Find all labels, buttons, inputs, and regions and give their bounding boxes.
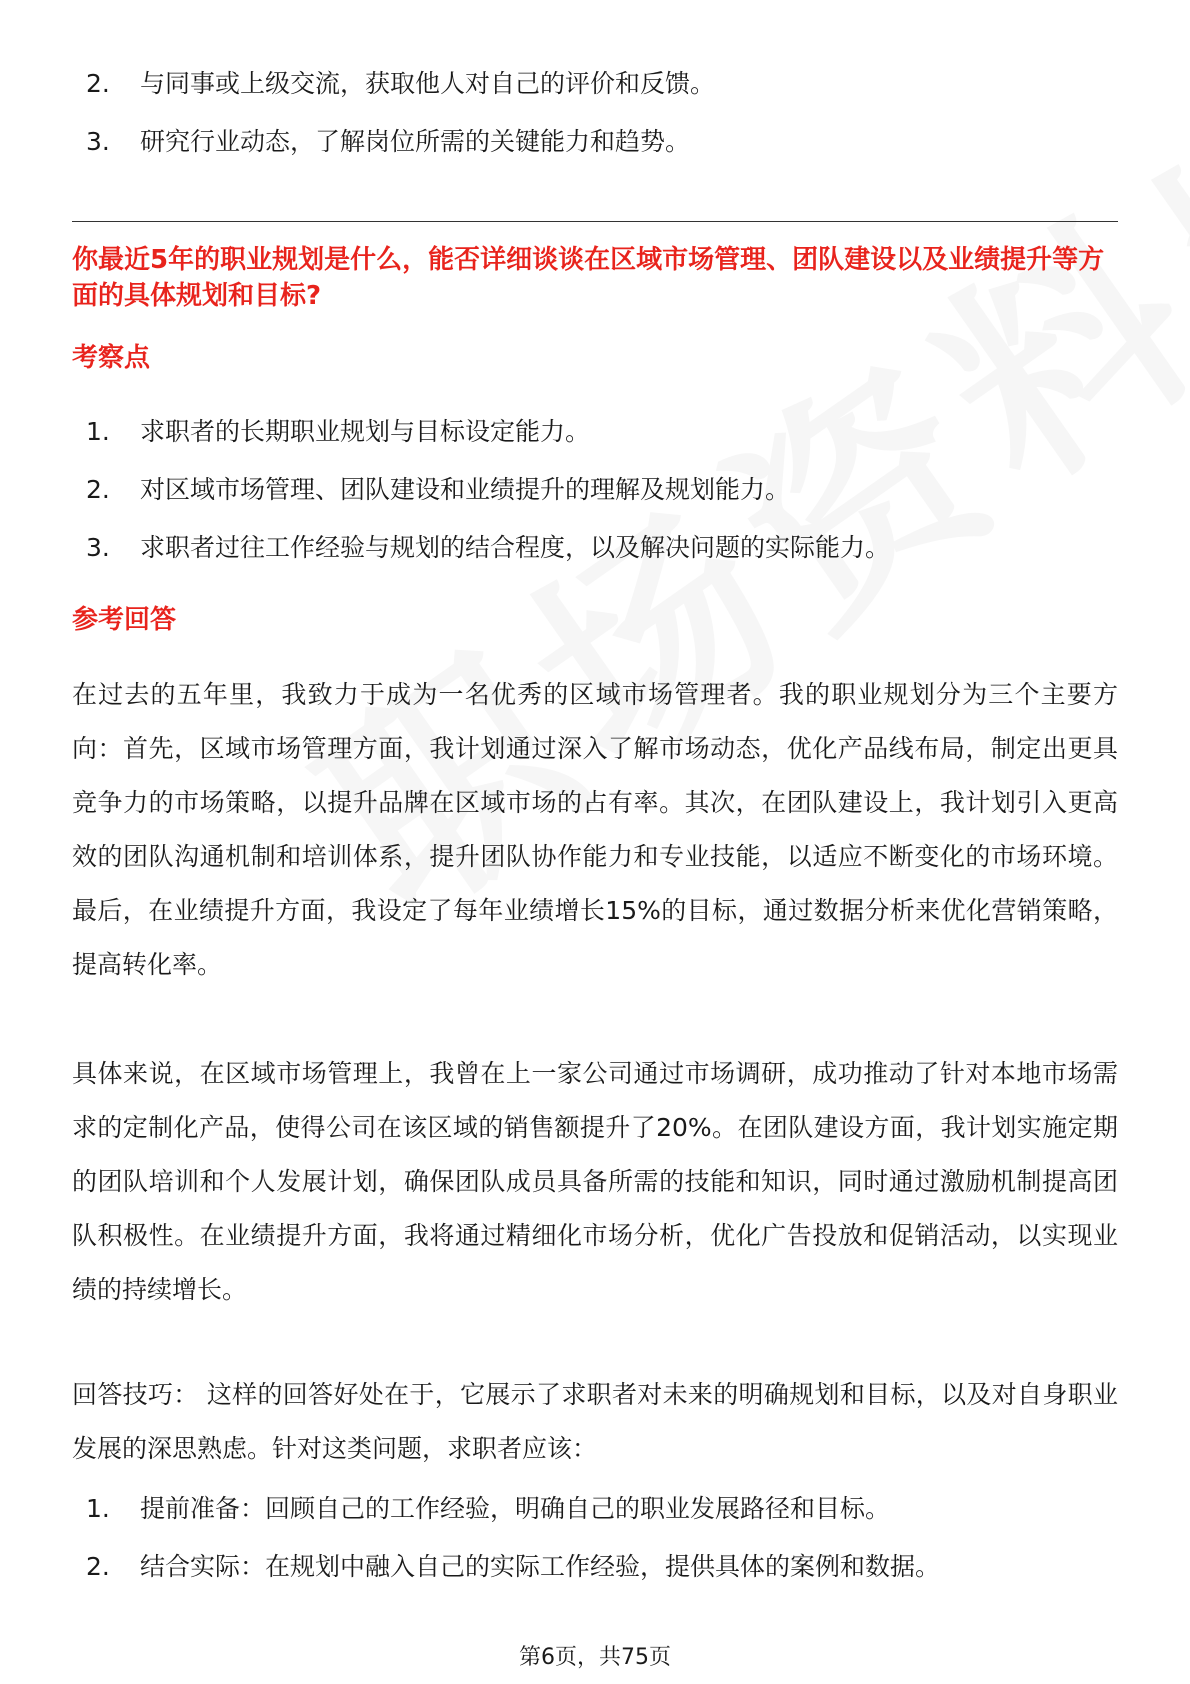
answer-paragraph: 在过去的五年里，我致力于成为一名优秀的区域市场管理者。我的职业规划分为三个主要方向：首先，区域市场管理方面，我计划通过深入了解市场动态，优化产品线布局，制定出更具竞争力的市场策略，以提升品牌在区域市场的占有率。其次，在团队建设上，我计划引入更高效的团队沟通机制和培训体系，提升团队协作能力和专业技能，以适应不断变化的市场环境。最后，在业绩提升方面，我设定了每年业绩增长15%的目标，通过数据分析来优化营销策略，提高转化率。 <box>72 680 1118 979</box>
tips-list <box>72 1480 940 1596</box>
list-item <box>72 519 890 577</box>
tips-paragraph: 回答技巧： 这样的回答好处在于，它展示了求职者对未来的明确规划和目标，以及对自身职业发展的深思熟虑。针对这类问题，求职者应该： <box>72 1380 1118 1463</box>
list-number: 3. <box>86 127 110 156</box>
document-page <box>72 0 1118 1684</box>
list-number: 2. <box>86 475 110 504</box>
list-item <box>72 1538 940 1596</box>
list-text: 求职者过往工作经验与规划的结合程度，以及解决问题的实际能力。 <box>140 533 891 562</box>
section-divider <box>72 221 1118 222</box>
list-number: 3. <box>86 533 110 562</box>
list-item <box>72 55 715 113</box>
points-title: 考察点 <box>72 343 151 373</box>
top-list <box>72 55 715 171</box>
list-number: 1. <box>86 417 110 446</box>
points-list <box>72 403 890 577</box>
answer-title: 参考回答 <box>72 605 177 635</box>
list-item <box>72 403 890 461</box>
list-number: 2. <box>86 1552 110 1581</box>
list-item <box>72 461 890 519</box>
list-number: 2. <box>86 69 110 98</box>
list-item <box>72 113 715 171</box>
list-text: 与同事或上级交流，获取他人对自己的评价和反馈。 <box>140 69 716 98</box>
list-text: 研究行业动态，了解岗位所需的关键能力和趋势。 <box>140 127 691 156</box>
list-number: 1. <box>86 1494 110 1523</box>
list-item <box>72 1480 940 1538</box>
answer-paragraph: 具体来说，在区域市场管理上，我曾在上一家公司通过市场调研，成功推动了针对本地市场需求的定制化产品，使得公司在该区域的销售额提升了20%。在团队建设方面，我计划实施定期的团队培训和个人发展计划，确保团队成员具备所需的技能和知识，同时通过激励机制提高团队积极性。在业绩提升方面，我将通过精细化市场分析，优化广告投放和促销活动，以实现业绩的持续增长。 <box>72 1059 1118 1304</box>
list-text: 提前准备：回顾自己的工作经验，明确自己的职业发展路径和目标。 <box>140 1494 891 1523</box>
list-text: 对区域市场管理、团队建设和业绩提升的理解及规划能力。 <box>140 475 791 504</box>
list-text: 求职者的长期职业规划与目标设定能力。 <box>140 417 591 446</box>
page-footer: 第6页，共75页 <box>519 1645 671 1670</box>
list-text: 结合实际：在规划中融入自己的实际工作经验，提供具体的案例和数据。 <box>140 1552 941 1581</box>
question-heading: 你最近5年的职业规划是什么，能否详细谈谈在区域市场管理、团队建设以及业绩提升等方面的具体规划和目标? <box>72 245 1105 311</box>
